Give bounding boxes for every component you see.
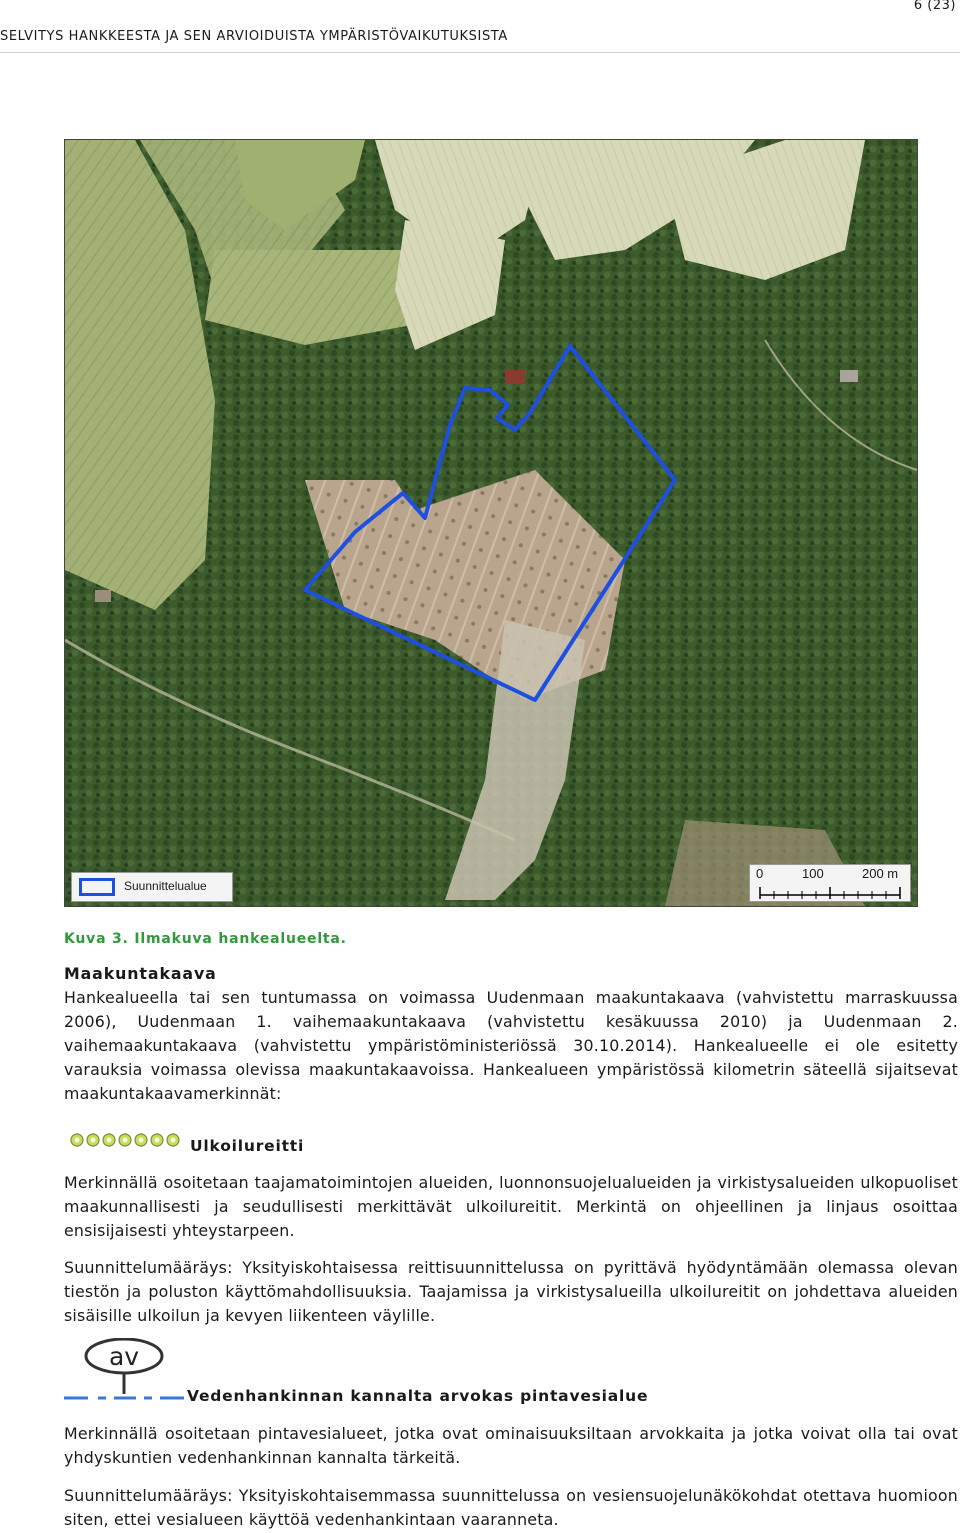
outdoor-route-symbol: [68, 1132, 188, 1150]
legend-label: Suunnittelualue: [124, 879, 207, 893]
section-paragraph: Hankealueella tai sen tuntumassa on voimassa Uudenmaan maakuntakaava (vahvistettu marraskuussa 2006), Uudenmaan 1. vaihemaakuntakaava (vahvistettu kesäkuussa 2010) ja Uudenmaan 2. vaihemaakuntakaava (vahvistettu ympäristöministeriössä 30.10.2014). Hankealueelle ei ole esitetty varauksia voimassa olevissa maakuntakaavoissa. Hankealueen ympäristössä kilometrin säteellä sijaitsevat maakuntakaavamerkinnät:: [64, 988, 958, 1103]
scale-bar: [749, 864, 911, 902]
scale-bar-ruler: [750, 885, 910, 901]
marking-label-ulkoilureitti: Ulkoilureitti: [190, 1137, 305, 1155]
marking-label-vedenhankinta: Vedenhankinnan kannalta arvokas pintavesialue: [187, 1387, 649, 1405]
section-heading: Maakuntakaava: [64, 964, 217, 983]
section-maakuntakaava: [64, 962, 958, 1106]
scale-label-0: 0: [756, 866, 764, 881]
water-area-symbol: [62, 1338, 186, 1408]
running-header: SELVITYS HANKKEESTA JA SEN ARVIOIDUISTA YMPÄRISTÖVAIKUTUKSISTA: [0, 29, 508, 44]
scale-label-200: 200 m: [862, 866, 899, 881]
ulkoilureitti-regulation: Suunnittelumääräys: Yksityiskohtaisessa reittisuunnittelussa on pyrittävä hyödyntämään olemassa olevan tiestön ja poluston käyttömahdollisuuksia. Taajamissa ja virkistysalueilla ulkoilureitit on johdettava alueiden sisäisille ulkoilun ja kevyen liikenteen väylille.: [64, 1258, 958, 1325]
vedenhankinta-regulation: Suunnittelumääräys: Yksityiskohtaisemmassa suunnittelussa on vesiensuojelunäkökohdat otettava huomioon siten, ettei vesialueen käyttöä vedenhankintaan vaaranneta.: [64, 1486, 958, 1529]
ulkoilureitti-description: Merkinnällä osoitetaan taajamatoimintojen alueiden, luonnonsuojelualueiden ja virkistysalueiden ulkopuoliset maakunnallisesti ja seudullisesti merkittävät ulkoilureitit. Merkintä on ohjeellinen ja linjaus osoittaa ensisijaisesti yhteystarpeen.: [64, 1173, 958, 1240]
scale-label-100: 100: [802, 866, 824, 881]
page-number: 6 (23): [913, 0, 956, 13]
figure-caption: Kuva 3. Ilmakuva hankealueelta.: [64, 931, 347, 947]
aerial-photo: [64, 139, 918, 907]
legend-swatch: [79, 878, 115, 896]
map-legend: [71, 872, 233, 902]
water-area-symbol-text: av: [108, 1342, 140, 1371]
aerial-photo-illustration: [65, 140, 917, 906]
vedenhankinta-description: Merkinnällä osoitetaan pintavesialueet, jotka ovat ominaisuuksiltaan arvokkaita ja jotka voivat olla tai ovat yhdyskuntien vedenhankinnan kannalta tärkeitä.: [64, 1424, 958, 1467]
header-divider: [0, 52, 960, 53]
